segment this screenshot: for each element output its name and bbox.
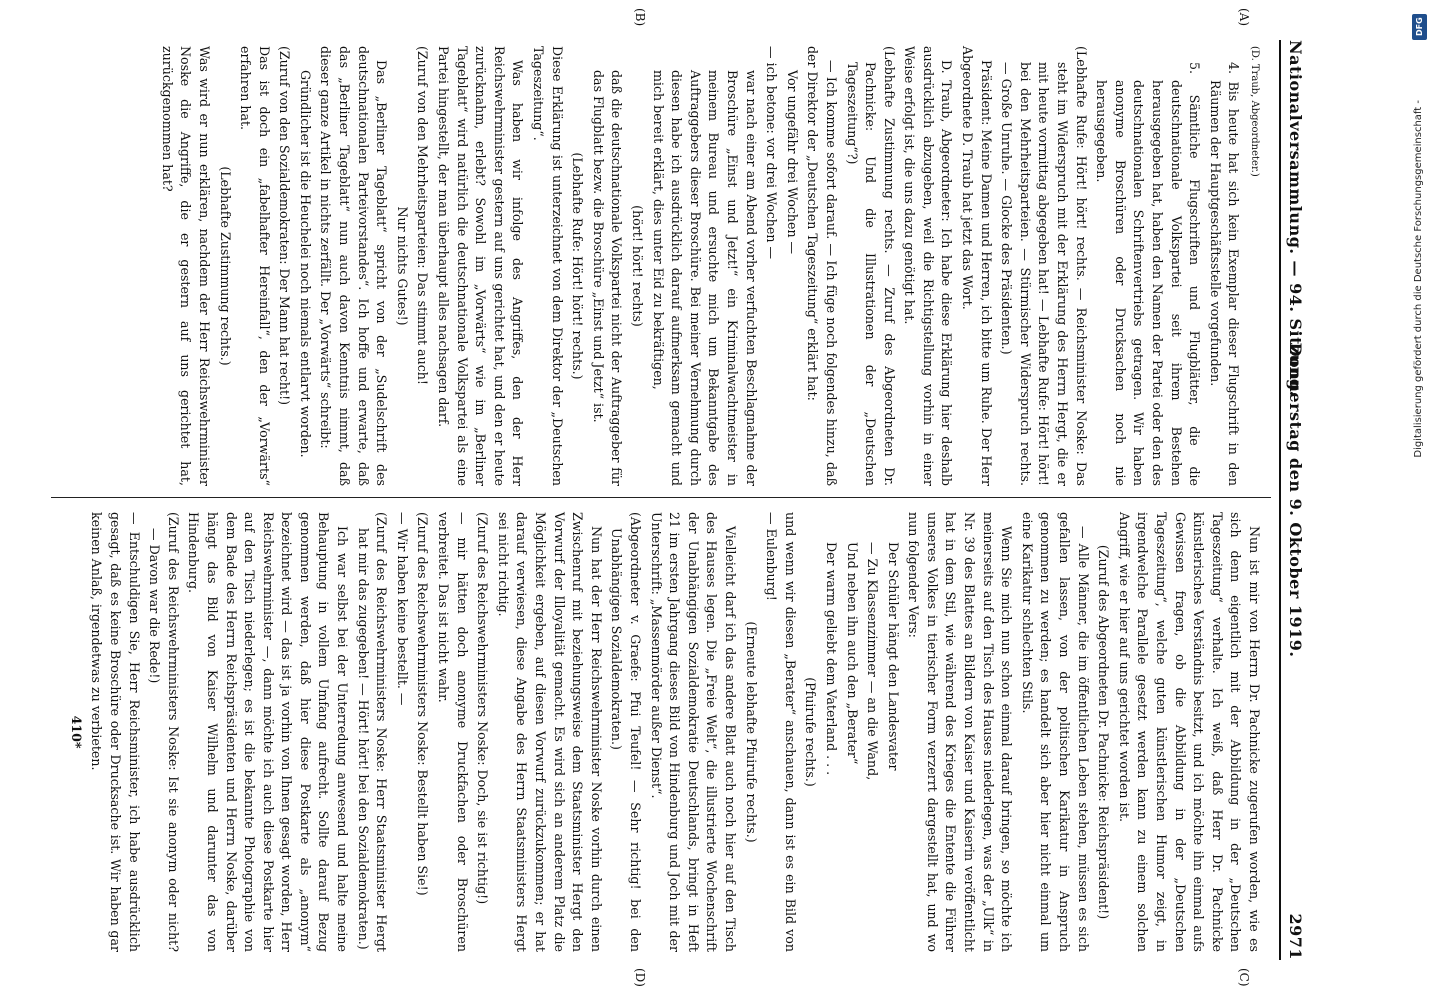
- speech-paragraph: Das „Berliner Tageblatt“ spricht von der „Sudelschrift des deutschnationalen Parteivorstandes“. Ich hoffe und erwarte, daß das „Berliner Tageblatt“ nun auch davon Kenntnis nimmt, daß dieser ganze Artikel in nichts zerfällt. Der „Vorwärts“ schreibt:: [318, 46, 390, 486]
- credit-text: Digitalisierung gefördert durch die Deutsche Forschungsgemeinschaft -: [1413, 100, 1424, 458]
- interjection: (Erneute lebhafte Pfuirufe rechts.): [743, 621, 759, 843]
- quotation: Gründlicher ist die Heuchelei noch niemals entlarvt worden.: [297, 70, 313, 458]
- interjection: (Abgeordneter v. Graefe: Pfui Teufel! — Sehr richtig! bei den Unabhängigen Sozialdemokraten.): [609, 512, 643, 952]
- speech-paragraph: Wenn Sie mich nun schon einmal darauf bringen, so möchte ich meinerseits auf den Tisch des Hauses niederlegen, was der „Ulk“ in Nr. 39 des Blattes an Bildern von Kaiser und Kaiserin veröffentlicht hat in dem Stil, wie während des Krieges die Entente die Führer unseres Volkes in tierischer Form verzerrt dargestellt hat, und wo nun folgender Vers:: [906, 512, 1015, 952]
- interjection: (Zuruf des Reichswehrministers Noske: Ist sie anonym oder nicht? — Davon war die Rede!): [147, 512, 181, 952]
- interjection: (Zuruf des Reichswehrministers Noske: Doch, sie ist richtig!): [475, 512, 491, 905]
- speech-paragraph: Was haben wir infolge des Angriffes, den der Herr Reichswehrminister gestern auf uns gerichtet hat, und den er heute zurücknahm, erlebt? Sowohl im „Vorwärts“ wie im „Berliner Tageblatt“ wird natürlich die deutschnationale Volkspartei als eine Partei hingestellt, der man überhaupt alles nachsagen darf.: [436, 46, 526, 486]
- speech-paragraph: Nun ist mir von Herrn Dr. Pachnicke zugerufen worden, wie es sich denn eigentlich mit der Abbildung in der „Deutschen Tageszeitung“ verhalte. Ich weiß, daß Herr Dr. Pachnicke künstlerisches Verständnis besitzt, und ich möchte ihn einmal aufs Gewissen fragen, ob die Abbildung in der „Deutschen Tageszeitung“, welche guten künstlerischen Humor zeigt, in irgendwelche Parallele gesetzt werden kann zu einem solchen Angriff, wie er hier auf uns gerichtet worden ist.: [1116, 512, 1262, 952]
- margin-marker-d: (D): [633, 968, 647, 987]
- speech-paragraph: — Entschuldigen Sie, Herr Reichsminister, ich habe ausdrücklich gesagt, daß es keine Broschüre oder Drucksache ist. Wir haben gar keinen Anlaß, irgendetwas zu verbieten.: [89, 512, 142, 952]
- verse-line: Und neben ihn auch den „Berater“: [844, 542, 860, 765]
- interjection: (Zuruf des Reichswehrministers Noske: Herr Staatsminister Hergt hat mir das zugegeben! — Hört! hört! bei den Sozialdemokraten.): [355, 512, 390, 952]
- verse-line: — Zu Klassenzimmer — an die Wand,: [865, 542, 881, 781]
- speech-paragraph: Das ist doch ein „fabelhafter Hereinfall“, den der „Vorwärts“ erfahren hat.: [238, 46, 272, 486]
- interjection: (hört! hört! rechts): [630, 205, 645, 327]
- speech-paragraph: — mir hätten doch anonyme Druckfachen oder Broschüren verbreitet. Das ist nicht wahr.: [436, 512, 470, 952]
- interjection: (Lebhafte Zustimmung rechts.): [217, 166, 233, 366]
- header-left: Nationalversammlung. — 94. Sitzung.: [1286, 40, 1305, 397]
- interjection: (Zuruf des Abgeordneten Dr. Pachnicke: Reichspräsident!): [1096, 544, 1112, 920]
- interjection: (Lebhafte Rufe: Hört! hört! rechts. — Reichsminister Noske: Das steht im Widerspruch mit der Erklärung des Herrn Hergt, die er mit heute vormittag abgegeben hat! — Lebhafte Rufe: Hört! hört! bei den Mehrheitsparteien. — Stürmischer Widerspruch rechts. — Große Unruhe. — Glocke des Präsidenten.): [999, 46, 1089, 486]
- interjection: (Lebhafte Rufe: Hört! hört! rechts.): [570, 152, 586, 380]
- page-header: [1279, 40, 1307, 960]
- speech-paragraph: Präsident: Meine Damen und Herren, ich bitte um Ruhe. Der Herr Abgeordnete D. Traub hat jetzt das Wort.: [960, 46, 994, 486]
- header-date: Donnerstag den 9. Oktober 1919.: [1286, 342, 1305, 658]
- speech-paragraph: und wenn wir diesen „Berater“ anschauen, dann ist es ein Bild von — Eulenburg!: [764, 512, 798, 952]
- page-number: 2971: [1286, 913, 1305, 960]
- speech-paragraph: D. Traub, Abgeordneter: Ich habe diese Erklärung hier deshalb ausdrücklich abzugeben, weil die Richtigstellung vorhin in einer Weise erfolgt ist, die uns dazu genötigt hat.: [902, 46, 955, 486]
- quotation: daß die deutschnationale Volkspartei nicht der Auftraggeber für das Flugblatt bezw. die Broschüre „Einst und Jetzt“ ist.: [590, 70, 625, 486]
- list-item: 5. Sämtliche Flugschriften und Flugblätter, die die deutschnationale Volkspartei seit ihrem Bestehen herausgegeben hat, haben den Namen der Partei oder den des deutschnationalen Schriftenvertriebs getragen. Wir haben anonyme Broschüren oder Drucksachen noch nie herausgegeben.: [1094, 62, 1203, 486]
- speech-paragraph: — Ich komme sofort darauf. — Ich füge noch folgendes hinzu, daß der Direktor der „Deutschen Tageszeitung“ erklärt hat:: [805, 46, 839, 486]
- margin-marker-b: (B): [633, 8, 647, 27]
- quotation: Vor ungefähr drei Wochen —: [784, 70, 800, 255]
- margin-marker-a: (A): [1237, 8, 1251, 27]
- interjection: (Zuruf von den Sozialdemokraten: Der Mann hat recht!): [277, 46, 293, 406]
- speech-paragraph: — Wir haben keine bestellt. —: [394, 512, 410, 706]
- column-divider: [51, 497, 1271, 498]
- speech-paragraph: Ich war selbst bei der Unterredung anwesend und halte meine Behauptung in vollem Umfang aufrecht. Sollte darauf Bezug genommen werden, daß hier diese Postkarte als „anonym“ bezeichnet wird — das ist ja vorhin von Ihnen gesagt worden, Herr Reichswehrminister —, dann möchte ich auch diese Postkarte hier auf den Tisch niederlegen; es ist die bekannte Photographie von dem Bade des Herrn Reichspräsidenten und Herrn Noske, darüber hängt das Bild von Kaiser Wilhelm und darunter das von Hindenburg.: [186, 512, 351, 952]
- speech-paragraph: Diese Erklärung ist unterzeichnet von dem Direktor der „Deutschen Tageszeitung“.: [531, 46, 565, 486]
- speech-paragraph: — ich betone: vor drei Wochen —: [764, 46, 780, 260]
- dfg-logo: DFG: [1412, 14, 1427, 40]
- interjection: Nur nichts Gutes!): [394, 206, 410, 326]
- verse-line: Der Schüler hängt den Landesvater: [885, 542, 901, 771]
- verse-line: Der warm geliebt dem Vaterland . . .: [823, 542, 839, 776]
- speech-paragraph: — Alle Männer, die im öffentlichen Leben stehen, müssen es sich gefallen lassen, von der politischen Karikatur in Anspruch genommen zu werden; es handelt sich aber hier nicht einmal um eine Karikatur schlechten Stils.: [1019, 512, 1091, 952]
- speaker-continuation: (D. Traub, Abgeordneter.): [1249, 46, 1260, 177]
- interjection: (Lebhafte Zustimmung rechts. — Zuruf des Abgeordneten Dr. Pachnicke: Und die Illustrationen der „Deutschen Tageszeitung“?): [844, 46, 897, 486]
- interjection: (Pfuirufe rechts.): [803, 677, 819, 787]
- folio-mark: 410*: [68, 715, 84, 749]
- speech-paragraph: Nun hat der Herr Reichswehrminister Noske vorhin durch einen Zwischenruf mit beziehungsweise dem Staatsminister Hergt den Vorwurf der Illoyalität gemacht. Es wird sich an anderem Platz die Möglichkeit ergeben, auf diesen Vorwurf zurückzukommen; er hat darauf verwiesen, diese Angabe des Herrn Staatsministers Hergt sei nicht richtig.: [495, 512, 604, 952]
- speech-paragraph: Vielleicht darf ich das andere Blatt auch noch hier auf den Tisch des Hauses legen. Die „Freie Welt“, die illustrierte Wochenschrift der Unabhängigen Sozialdemokratie Deutschlands, bringt in Heft 21 im ersten Jahrgang dieses Bild von Hindenburg und Joch mit der Unterschrift: „Massenmörder außer Dienst“.: [648, 512, 738, 952]
- quotation: war nach einer am Abend vorher verfuchten Beschlagnahme der Broschüre „Einst und Jetzt!“ ein Kriminalwachtmeister in meinem Bureau und ersuchte mich um Bekanntgabe des Auftraggebers dieser Broschüre. Bei meiner Vernehmung durch diesen habe ich ausdrücklich darauf aufmerksam gemacht und mich bereit erklärt, dies unter Eid zu bekräftigen,: [650, 70, 759, 486]
- interjection: (Zuruf von den Mehrheitsparteien: Das stimmt auch!: [415, 46, 431, 385]
- interjection: (Zuruf des Reichswehrministers Noske: Bestellt haben Sie!): [415, 512, 431, 896]
- speech-paragraph: Was wird er nun erklären, nachdem der Herr Reichswehrminister Noske die Angriffe, die er gestern auf uns gerichtet hat, zurückgenommen hat?: [159, 46, 212, 486]
- left-column: [155, 46, 1263, 486]
- right-column: [64, 512, 1263, 952]
- list-item: 4. Bis heute hat sich kein Exemplar dieser Flugschrift in den Räumen der Hauptgeschäftsstelle vorgefunden.: [1207, 62, 1242, 486]
- margin-marker-c: (C): [1237, 968, 1251, 987]
- digitization-credit: [1410, 8, 1430, 992]
- rotated-page: [7, 0, 1347, 1000]
